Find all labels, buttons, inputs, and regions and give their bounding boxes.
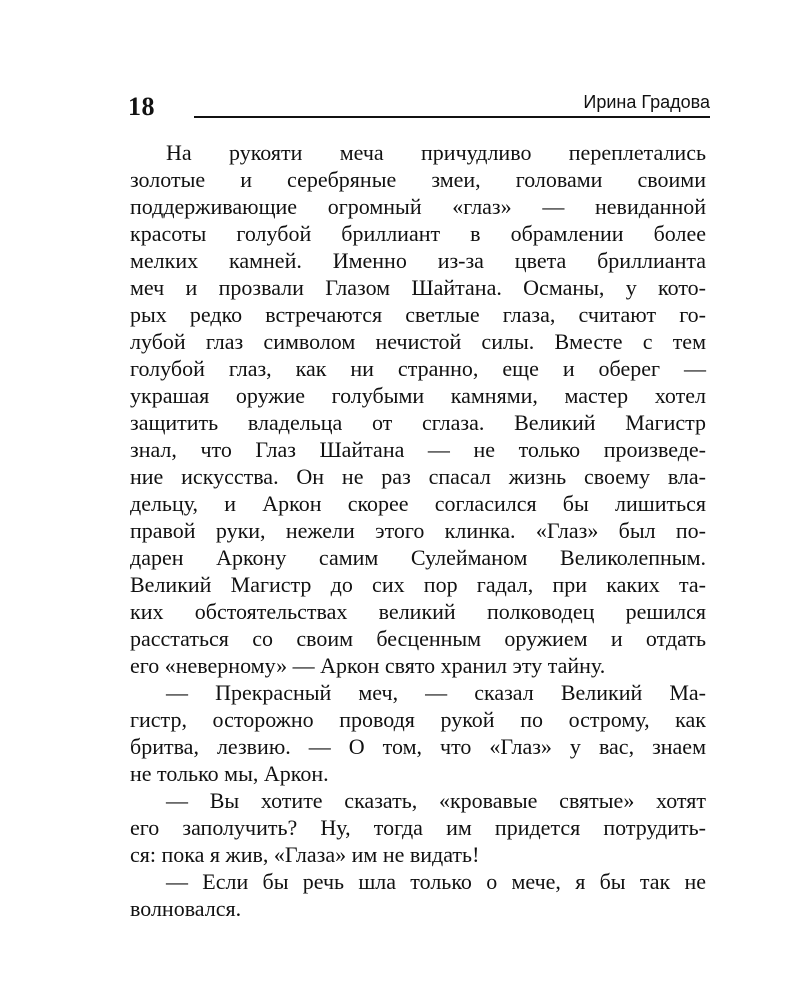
text-line: ких обстоятельствах великий полководец решился	[130, 599, 706, 624]
author-name: Ирина Градова	[583, 92, 710, 112]
text-line: правой руки, нежели этого клинка. «Глаз» был по-	[130, 518, 706, 543]
text-line: золотые и серебряные змеи, головами своими	[130, 167, 706, 192]
text-line: украшая оружие голубыми камнями, мастер хотел	[130, 383, 706, 408]
text-line: лубой глаз символом нечистой силы. Вместе с тем	[130, 329, 706, 354]
text-line: — Если бы речь шла только о мече, я бы так не	[166, 869, 706, 894]
text-line: — Прекрасный меч, — сказал Великий Ма-	[166, 680, 706, 705]
text-line: мелких камней. Именно из-за цвета бриллианта	[130, 248, 706, 273]
body-text	[130, 139, 706, 922]
page-number: 18	[128, 92, 155, 121]
text-line: волновался.	[130, 896, 242, 921]
text-line: ся: пока я жив, «Глаза» им не видать!	[130, 842, 480, 867]
text-line: его заполучить? Ну, тогда им придется потрудить-	[130, 815, 706, 840]
text-line: меч и прозвали Глазом Шайтана. Османы, у кото-	[130, 275, 706, 300]
text-line: знал, что Глаз Шайтана — не только произведе-	[130, 437, 706, 462]
text-line: Великий Магистр до сих пор гадал, при каких та-	[130, 572, 706, 597]
text-line: защитить владельца от сглаза. Великий Магистр	[130, 410, 706, 435]
text-line: его «неверному» — Аркон свято хранил эту тайну.	[130, 653, 606, 678]
text-line: гистр, осторожно проводя рукой по острому, как	[130, 707, 706, 732]
text-line: рых редко встречаются светлые глаза, считают го-	[130, 302, 706, 327]
text-line: дарен Аркону самим Сулейманом Великолепным.	[130, 545, 706, 570]
text-line: расстаться со своим бесценным оружием и отдать	[130, 626, 706, 651]
text-line: На рукояти меча причудливо переплетались	[166, 140, 706, 165]
text-line: не только мы, Аркон.	[130, 761, 329, 786]
running-header	[128, 88, 710, 124]
text-line: ние искусства. Он не раз спасал жизнь своему вла-	[130, 464, 706, 489]
text-line: поддерживающие огромный «глаз» — невиданной	[130, 194, 706, 219]
text-line: голубой глаз, как ни странно, еще и оберег —	[130, 356, 706, 381]
text-line: красоты голубой бриллиант в обрамлении более	[130, 221, 706, 246]
text-line: — Вы хотите сказать, «кровавые святые» хотят	[166, 788, 706, 813]
text-line: дельцу, и Аркон скорее согласился бы лишиться	[130, 491, 706, 516]
header-rule	[194, 116, 710, 118]
text-line: бритва, лезвию. — О том, что «Глаз» у вас, знаем	[130, 734, 706, 759]
